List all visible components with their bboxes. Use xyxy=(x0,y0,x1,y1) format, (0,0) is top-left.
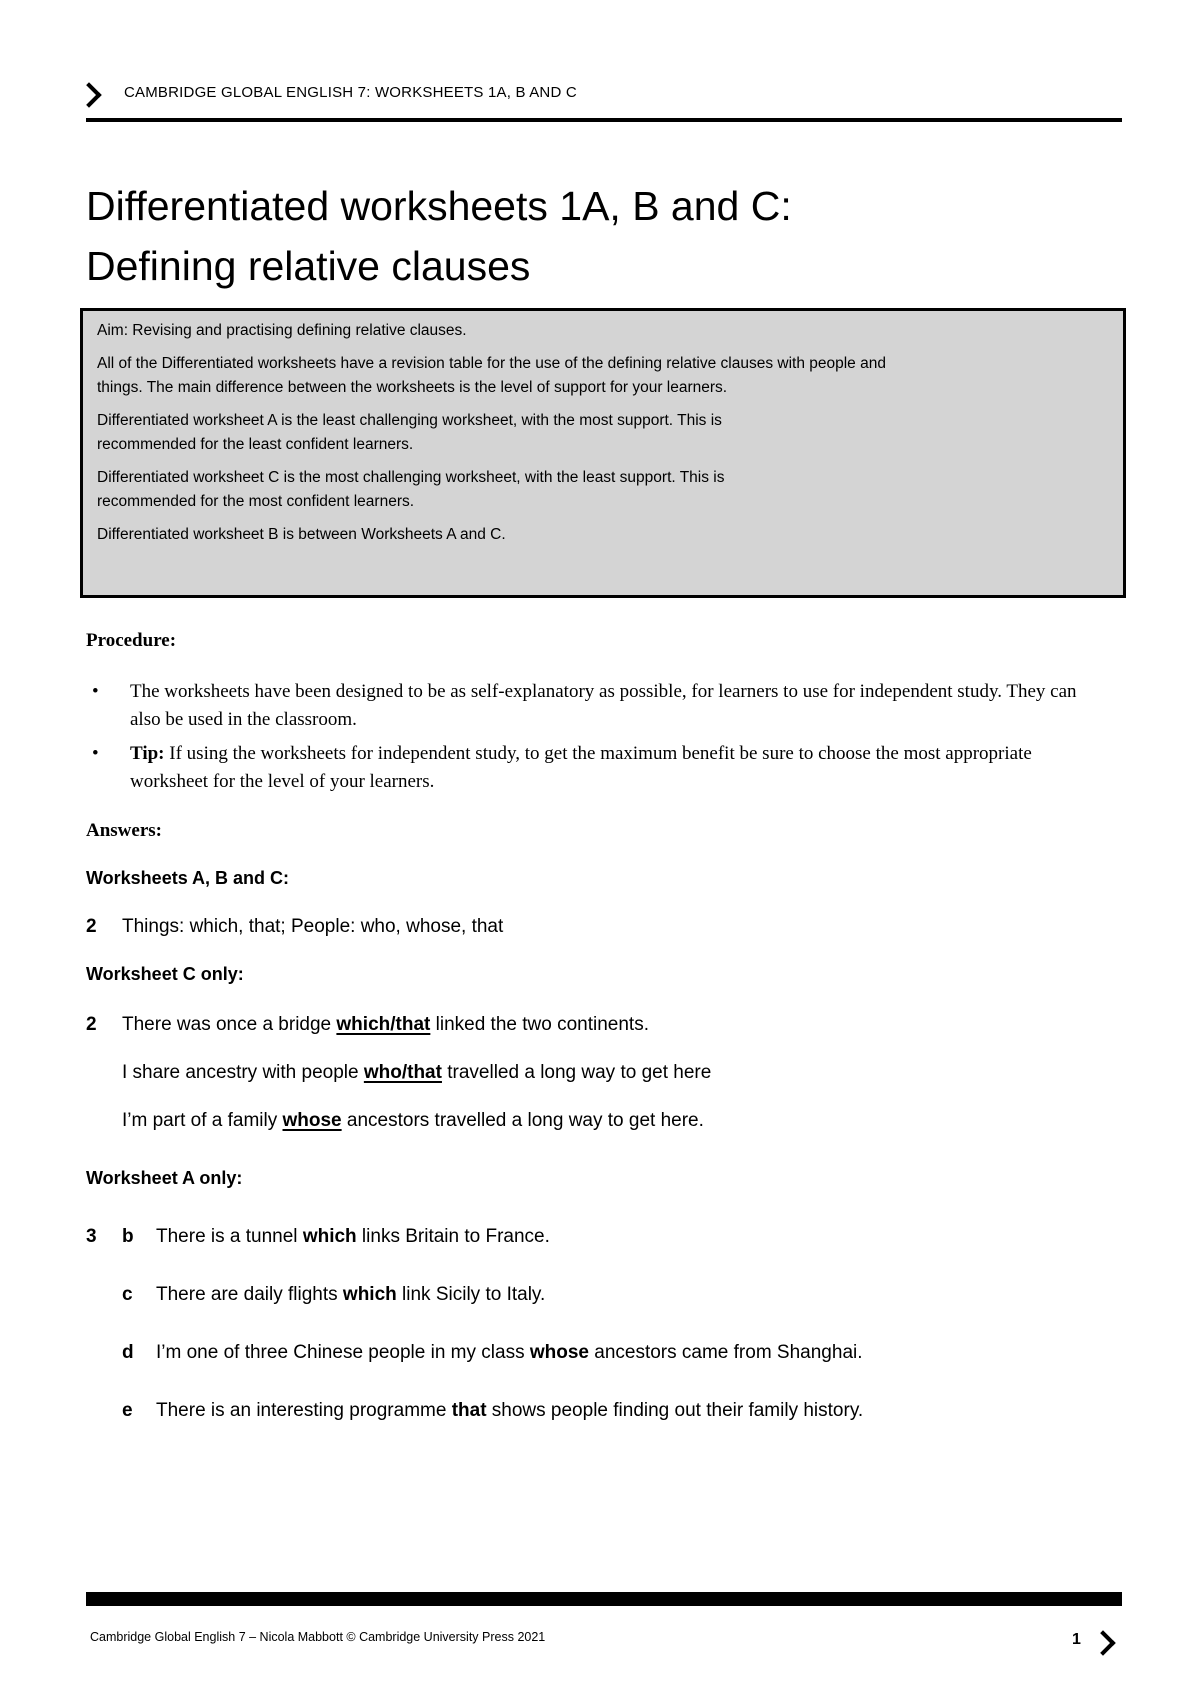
answer-number: 2 xyxy=(86,916,97,937)
item-letter: e xyxy=(122,1400,133,1421)
header-chevron-icon xyxy=(76,82,101,107)
procedure-bullet-1: The worksheets have been designed to be as self-explanatory as possible, for learners to use for independent study. They can also be used in the classroom. xyxy=(130,681,1077,730)
aim-para-4: Differentiated worksheet B is between Worksheets A and C. xyxy=(97,526,506,543)
answer-text: travelled a long way to get here xyxy=(441,1062,712,1083)
answer-key: which xyxy=(342,1284,397,1305)
answer-number: 3 xyxy=(86,1226,97,1247)
answer-text: link Sicily to Italy. xyxy=(396,1284,546,1305)
procedure-heading: Procedure: xyxy=(86,630,177,651)
tip-label: Tip: xyxy=(130,743,165,764)
aim-para-3: Differentiated worksheet C is the most challenging worksheet, with the least support. This is recommended for the most confident learners. xyxy=(97,469,725,510)
tip-text: If using the worksheets for independent study, to get the maximum benefit be sure to choose the most appropriate worksheet for the level of your learners. xyxy=(130,743,1032,792)
answer-line xyxy=(156,1400,863,1422)
answer-text: I share ancestry with people xyxy=(122,1062,364,1083)
page-number: 1 xyxy=(1072,1631,1081,1648)
answer-text: linked the two continents. xyxy=(430,1014,649,1035)
answer-key: which xyxy=(302,1226,357,1247)
aim-para-2: Differentiated worksheet A is the least challenging worksheet, with the most support. This is recommended for the least confident learners. xyxy=(97,412,722,453)
answer-line xyxy=(122,1014,649,1036)
section-heading: Worksheet C only: xyxy=(86,964,244,984)
item-letter: c xyxy=(122,1284,133,1305)
section-heading: Worksheet A only: xyxy=(86,1168,243,1188)
aim-box xyxy=(80,308,1126,598)
page-title xyxy=(86,176,792,296)
answer-text: There was once a bridge xyxy=(122,1014,337,1035)
next-page-chevron-icon xyxy=(1090,1630,1115,1655)
title-line-1: Differentiated worksheets 1A, B and C: xyxy=(86,183,792,229)
answer-line xyxy=(156,1342,863,1364)
answer-key: who/that xyxy=(363,1062,442,1083)
title-line-2: Defining relative clauses xyxy=(86,243,531,289)
answer-text: ancestors travelled a long way to get here. xyxy=(341,1110,704,1131)
aim-para-1: All of the Differentiated worksheets have a revision table for the use of the defining relative clauses with people and things. The main difference between the worksheets is the level of support for your learners. xyxy=(97,355,886,396)
answer-text: Things: which, that; People: who, whose, that xyxy=(122,916,504,937)
answer-number: 2 xyxy=(86,1014,97,1035)
item-letter: b xyxy=(122,1226,134,1247)
footer-bar xyxy=(86,1592,1122,1606)
answer-text: ancestors came from Shanghai. xyxy=(588,1342,863,1363)
footer-credit: Cambridge Global English 7 – Nicola Mabbott © Cambridge University Press 2021 xyxy=(90,1630,546,1644)
answer-text: There are daily flights xyxy=(156,1284,343,1305)
answer-key: whose xyxy=(282,1110,342,1131)
answer-key: whose xyxy=(529,1342,589,1363)
bullet-icon: • xyxy=(92,743,99,764)
answer-text: There is a tunnel xyxy=(156,1226,303,1247)
answer-text: links Britain to France. xyxy=(356,1226,550,1247)
answer-key: which/that xyxy=(336,1014,431,1035)
answer-text: shows people finding out their family history. xyxy=(486,1400,864,1421)
item-letter: d xyxy=(122,1342,134,1363)
aim-text: Aim: Revising and practising defining relative clauses. xyxy=(97,322,467,339)
section-heading: Worksheets A, B and C: xyxy=(86,868,290,888)
answer-line xyxy=(156,1226,550,1248)
answer-key: that xyxy=(451,1400,487,1421)
answer-text: There is an interesting programme xyxy=(156,1400,452,1421)
answer-line xyxy=(122,1110,704,1132)
answer-text: I’m one of three Chinese people in my class xyxy=(156,1342,530,1363)
answers-heading: Answers: xyxy=(86,820,162,841)
header-rule xyxy=(86,118,1122,122)
answer-line xyxy=(156,1284,545,1306)
answer-line xyxy=(122,1062,711,1084)
bullet-icon: • xyxy=(92,681,99,702)
answer-text: I’m part of a family xyxy=(122,1110,283,1131)
running-header: CAMBRIDGE GLOBAL ENGLISH 7: WORKSHEETS 1A, B AND C xyxy=(124,84,577,101)
procedure-bullet-2 xyxy=(130,740,1090,796)
